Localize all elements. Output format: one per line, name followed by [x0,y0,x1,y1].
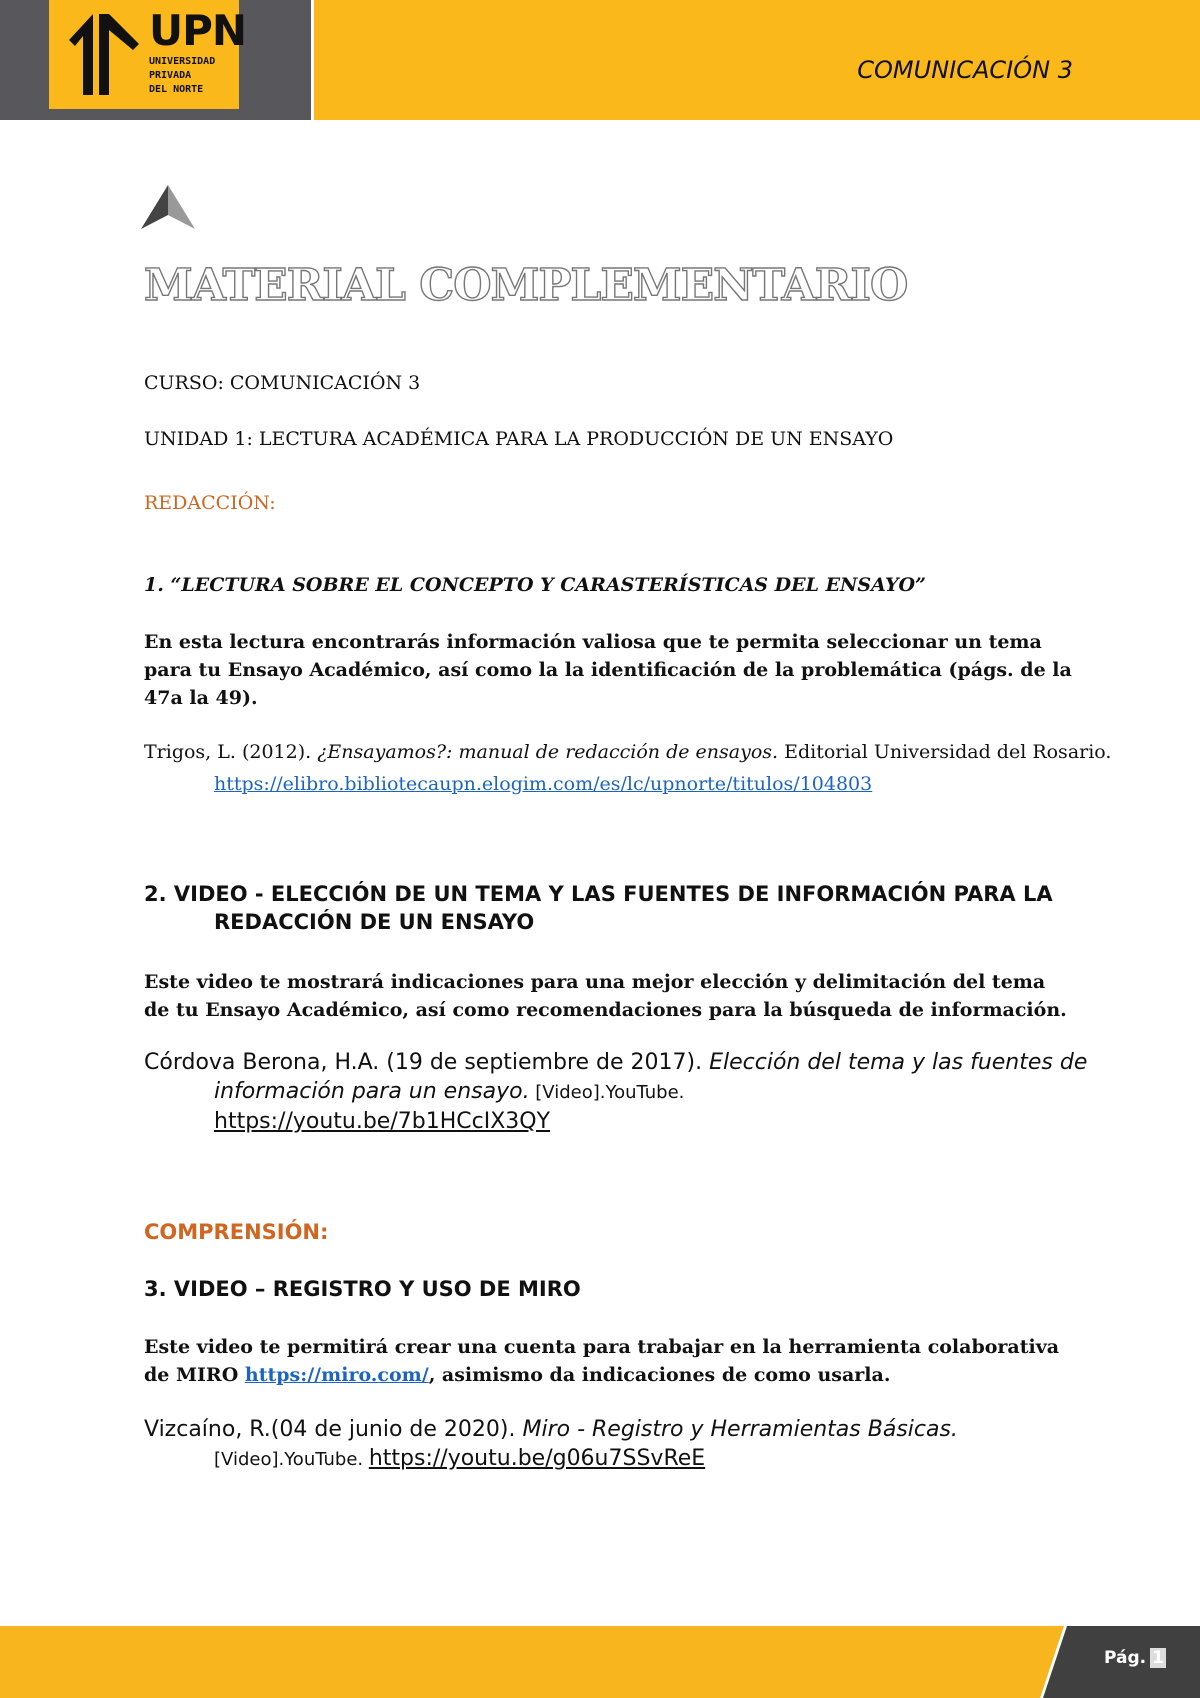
section-comprension: COMPRENSIÓN: [144,1220,329,1244]
header-logo-panel [0,0,314,120]
item-3-heading: 3. VIDEO – REGISTRO Y USO DE MIRO [144,1277,581,1301]
page-title: MATERIAL COMPLEMENTARIO [144,260,908,311]
item-1-heading: 1. “LECTURA SOBRE EL CONCEPTO Y CARASTERÍSTICAS DEL ENSAYO” [144,574,926,596]
miro-link[interactable]: https://miro.com/ [244,1364,429,1386]
item-3-description: Este video te permitirá crear una cuenta para trabajar en la herramienta colaborativa de MIRO https://miro.com/, asimismo da indicaciones de como usarla. [144,1336,1060,1386]
logo-subtitle: UNIVERSIDAD PRIVADA DEL NORTE [149,56,216,95]
course-line: CURSO: COMUNICACIÓN 3 [144,372,421,394]
arrow-logo-icon [69,10,139,95]
item-2-link[interactable]: https://youtu.be/7b1HCcIX3QY [214,1109,551,1134]
item-2-description: Este video te mostrará indicaciones para una mejor elección y delimitación del tema de tu Ensayo Académico, así como recomendaciones para la búsqueda de información. [144,971,1067,1021]
item-1-reference: Trigos, L. (2012). ¿Ensayamos?: manual de redacción de ensayos. Editorial Universidad del Rosario. https://elibro.bibliotecaupn.elogim.com/es/lc/upnorte/titulos/104803 [144,741,1112,795]
upn-logo [49,0,247,109]
item-3-reference: Vizcaíno, R.(04 de junio de 2020). Miro - Registro y Herramientas Básicas. [Video].YouTube. https://youtu.be/g06u7SSvReE [144,1417,958,1471]
item-1-link[interactable]: https://elibro.bibliotecaupn.elogim.com/es/lc/upnorte/titulos/104803 [214,773,873,795]
item-2-heading: 2. VIDEO - ELECCIÓN DE UN TEMA Y LAS FUENTES DE INFORMACIÓN PARA LA REDACCIÓN DE UN ENSAYO [144,882,1053,934]
unit-line: UNIDAD 1: LECTURA ACADÉMICA PARA LA PRODUCCIÓN DE UN ENSAYO [144,428,894,450]
item-3-link[interactable]: https://youtu.be/g06u7SSvReE [368,1446,706,1471]
footer-band [0,1626,1200,1698]
item-2-reference: Córdova Berona, H.A. (19 de septiembre de 2017). Elección del tema y las fuentes de información para un ensayo. [Video].YouTube. https://youtu.be/7b1HCcIX3QY [144,1050,1088,1134]
header-course: COMUNICACIÓN 3 [857,56,1073,84]
section-redaccion: REDACCIÓN: [144,492,276,514]
logo-text: UPN [149,6,247,55]
navigation-arrow-icon [141,185,195,229]
page-number: Pág. 1 [1104,1648,1164,1668]
item-1-description: En esta lectura encontrarás información valiosa que te permita seleccionar un tema para tu Ensayo Académico, así como la la identificación de la problemática (págs. de la 47a la 49). [144,631,1072,709]
